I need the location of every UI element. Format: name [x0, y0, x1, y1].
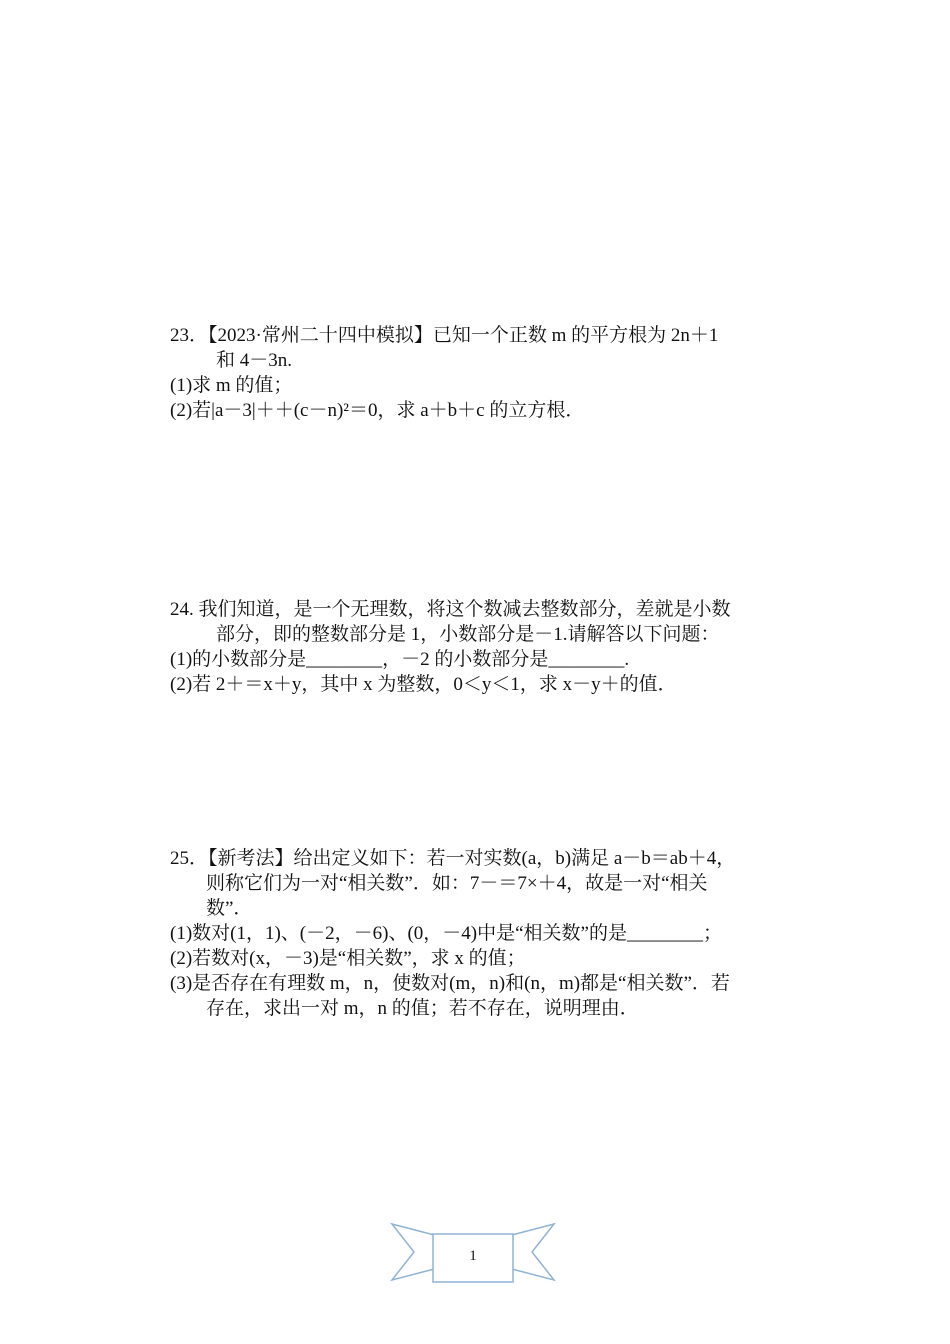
question-25-part-3: (3)是否存在有理数 m，n，使数对(m，n)和(n，m)都是“相关数”．若	[170, 973, 730, 994]
question-23-part-2: (2)若|a－3|＋＋(c－n)²＝0，求 a＋b＋c 的立方根．	[170, 400, 585, 421]
question-25-part-1: (1)数对(1，1)、(－2，－6)、(0，－4)中是“相关数”的是________；	[170, 923, 722, 944]
question-25-line-3: 数”．	[206, 898, 253, 919]
page-footer	[390, 1222, 556, 1284]
question-25	[170, 846, 820, 1021]
question-25-part-2: (2)若数对(x，－3)是“相关数”，求 x 的值；	[170, 948, 526, 969]
question-24-part-2: (2)若 2＋＝x＋y，其中 x 为整数，0＜y＜1，求 x－y＋的值．	[170, 674, 677, 695]
question-23-part-1: (1)求 m 的值；	[170, 375, 293, 396]
question-23	[170, 323, 820, 423]
question-23-line-1: 23．【2023·常州二十四中模拟】已知一个正数 m 的平方根为 2n＋1	[170, 325, 719, 346]
question-24	[170, 597, 820, 697]
question-24-line-1: 24. 我们知道，是一个无理数，将这个数减去整数部分，差就是小数	[170, 599, 731, 620]
question-25-line-2: 则称它们为一对“相关数”．如：7－＝7×＋4，故是一对“相关	[206, 873, 708, 894]
question-25-line-1: 25．【新考法】给出定义如下：若一对实数(a，b)满足 a－b＝ab＋4，	[170, 848, 736, 869]
question-24-line-2: 部分，即的整数部分是 1，小数部分是－1.请解答以下问题：	[216, 624, 720, 645]
question-24-part-1: (1)的小数部分是________，－2 的小数部分是________.	[170, 649, 630, 670]
page-number: 1	[469, 1248, 477, 1264]
question-23-line-2: 和 4－3n.	[216, 350, 293, 371]
question-25-part-3-cont: 存在，求出一对 m，n 的值；若不存在，说明理由．	[206, 998, 639, 1019]
